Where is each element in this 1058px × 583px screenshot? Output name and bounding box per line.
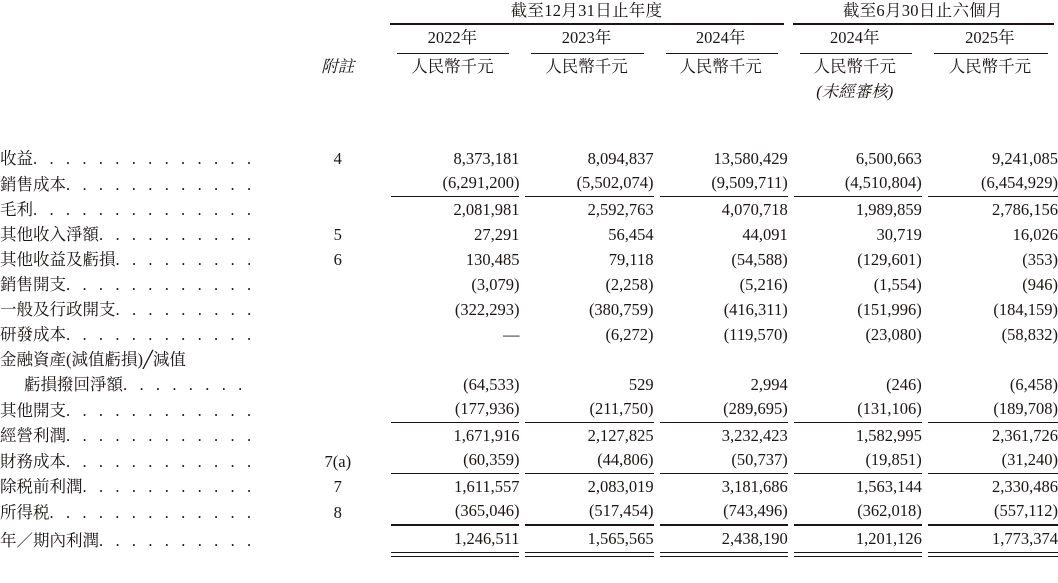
row-label — [0, 146, 290, 171]
cell-value — [519, 171, 653, 197]
cell-value: 130,485 — [465, 250, 520, 269]
cell-value: 30,719 — [876, 225, 922, 244]
cell-value: 44,091 — [742, 225, 788, 244]
col-currency-2023: 人民幣千元 — [545, 57, 628, 76]
cell-value-text: (4,510,804) — [794, 171, 922, 197]
row-label-text: 一般及行政開支 — [0, 300, 116, 319]
cell-value — [654, 347, 788, 372]
row-label-text: 經營利潤 — [0, 426, 66, 445]
row-label — [0, 222, 290, 247]
table-row — [0, 222, 1058, 247]
row-label — [0, 423, 290, 448]
cell-value-text: (5,502,074) — [525, 171, 653, 197]
row-label-text: 毛利 — [0, 200, 33, 219]
cell-value: 1,563,144 — [855, 477, 922, 496]
audit-note-2024 — [654, 79, 788, 104]
cell-value-text: (19,851) — [794, 448, 922, 474]
row-label — [0, 372, 290, 397]
leader-dots: . . . . . . . . . — [115, 250, 256, 269]
cell-value: (3,079) — [471, 275, 520, 294]
row-label-text: 其他開支 — [0, 401, 66, 420]
row-label-text: 財務成本 — [0, 452, 66, 471]
cell-value-text: (131,106) — [794, 397, 922, 423]
currency-blank-label — [0, 54, 290, 79]
leader-dots: . . . . . . . . . . . . — [66, 452, 256, 471]
cell-value-text: (177,936) — [391, 397, 519, 423]
cell-value — [519, 499, 653, 525]
cell-value: (353) — [1022, 250, 1058, 269]
header-body-spacer — [0, 104, 1058, 146]
table-row — [0, 474, 1058, 499]
cell-value: (6,272) — [605, 325, 654, 344]
row-note-ref — [290, 272, 385, 297]
row-label — [0, 322, 290, 347]
table-row — [0, 272, 1058, 297]
cell-value: (23,080) — [865, 325, 922, 344]
cell-value-text: (189,708) — [928, 397, 1058, 423]
cell-value: (64,533) — [463, 375, 520, 394]
cell-value — [385, 171, 519, 197]
cell-value: 2,330,486 — [992, 477, 1058, 496]
row-label-text: 收益 — [0, 149, 33, 168]
cell-value-text: 1,246,511 — [391, 525, 519, 553]
table-row — [0, 525, 1058, 553]
cell-value — [788, 347, 922, 372]
row-note-ref: 7 — [333, 477, 342, 496]
row-label-text: 其他收益及虧損 — [0, 250, 116, 269]
table-row — [0, 297, 1058, 322]
currency-header-row — [0, 54, 1058, 79]
row-note-ref — [290, 423, 385, 448]
audit-blank-note — [290, 79, 385, 104]
cell-value — [385, 448, 519, 474]
row-label — [0, 525, 290, 553]
row-label — [0, 448, 290, 474]
table-row — [0, 448, 1058, 474]
year-blank-note — [290, 25, 385, 50]
leader-dots: . . . . . . . . . . . . — [66, 175, 256, 194]
cell-value: 56,454 — [608, 225, 654, 244]
cell-value — [788, 171, 922, 197]
cell-value: (1,554) — [873, 275, 922, 294]
cell-value: (380,759) — [588, 300, 654, 319]
cell-value: (946) — [1022, 275, 1058, 294]
row-label-text: 年／期內利潤 — [0, 531, 99, 550]
note-column-header: 附註 — [321, 57, 355, 76]
cell-value — [385, 525, 519, 553]
cell-value: 1,671,916 — [453, 426, 520, 445]
leader-dots: . . . . . . . . . . — [99, 531, 256, 550]
cell-value: 6,500,663 — [855, 149, 922, 168]
col-year-2023: 2023年 — [561, 28, 612, 47]
cell-value: 79,118 — [608, 250, 654, 269]
row-note-ref — [290, 525, 385, 553]
table-row — [0, 347, 1058, 372]
row-label — [0, 397, 290, 423]
cell-value: 3,181,686 — [721, 477, 788, 496]
cell-value — [654, 448, 788, 474]
cell-value — [922, 448, 1058, 474]
cell-value: (416,311) — [723, 300, 788, 319]
table-row — [0, 397, 1058, 423]
cell-value-text: (6,291,200) — [391, 171, 519, 197]
cell-value — [922, 397, 1058, 423]
audit-note-2022 — [385, 79, 519, 104]
row-label-text: 除税前利潤 — [0, 477, 83, 496]
cell-value: — — [502, 325, 520, 344]
cell-value — [654, 171, 788, 197]
cell-value — [519, 448, 653, 474]
cell-value-text: (211,750) — [525, 397, 653, 423]
cell-value: 2,592,763 — [587, 200, 654, 219]
row-note-ref: 4 — [333, 149, 342, 168]
cell-value-text: (6,454,929) — [928, 171, 1058, 197]
cell-value: (129,601) — [857, 250, 922, 269]
table-row — [0, 322, 1058, 347]
cell-value-text: (517,454) — [525, 499, 653, 525]
cell-value-text: (365,046) — [391, 499, 519, 525]
row-note-ref — [290, 171, 385, 197]
cell-value — [922, 499, 1058, 525]
row-note-ref — [290, 372, 385, 397]
row-label-text: 所得税 — [0, 503, 50, 522]
table-row — [0, 423, 1058, 448]
cell-value-text: 1,201,126 — [794, 525, 922, 553]
cell-value-text: (289,695) — [660, 397, 788, 423]
row-note-ref: 7(a) — [324, 452, 352, 471]
leader-dots: . . . . . . . . — [123, 375, 247, 394]
row-label-text: 其他收入淨額 — [0, 225, 99, 244]
cell-value-text: (557,112) — [928, 499, 1058, 525]
leader-dots: . . . . . . . . . . . . — [66, 275, 256, 294]
cell-value: 529 — [628, 375, 654, 394]
col-year-2024: 2024年 — [695, 28, 746, 47]
cell-value: 1,989,859 — [855, 200, 922, 219]
cell-value: 2,083,019 — [587, 477, 654, 496]
group-title-row — [0, 0, 1058, 21]
cell-value — [385, 499, 519, 525]
table-body — [0, 146, 1058, 553]
audit-note-row — [0, 79, 1058, 104]
cell-value: 27,291 — [474, 225, 520, 244]
col-currency-2022: 人民幣千元 — [411, 57, 494, 76]
cell-value: 3,232,423 — [721, 426, 788, 445]
audit-note-2023 — [519, 79, 653, 104]
cell-value-text: (44,806) — [525, 448, 653, 474]
row-note-ref — [290, 197, 385, 222]
cell-value: (322,293) — [454, 300, 520, 319]
cell-value-text: 1,565,565 — [525, 525, 653, 553]
row-note-ref: 8 — [333, 503, 342, 522]
leader-dots: . . . . . . . . . . . — [82, 477, 256, 496]
cell-value-text: (50,737) — [660, 448, 788, 474]
cell-value: 2,994 — [750, 375, 788, 394]
cell-value: (184,159) — [993, 300, 1058, 319]
row-label-text: 虧損撥回淨額 — [24, 375, 123, 394]
group-header-years: 截至12月31日止年度 — [510, 1, 663, 20]
cell-value — [385, 397, 519, 423]
leader-dots: . . . . . . . . . . . . . — [49, 503, 256, 522]
cell-value: 2,081,981 — [453, 200, 520, 219]
cell-value: 2,127,825 — [587, 426, 654, 445]
cell-value: 16,026 — [1012, 225, 1058, 244]
cell-value — [922, 525, 1058, 553]
row-note-ref — [290, 347, 385, 372]
leader-dots: . . . . . . . . . . . . — [66, 426, 256, 445]
cell-value: (58,832) — [1001, 325, 1058, 344]
table-row — [0, 499, 1058, 525]
col-currency-2024-half: 人民幣千元 — [813, 57, 896, 76]
cell-value — [519, 347, 653, 372]
row-note-ref — [290, 322, 385, 347]
cell-value-text: (31,240) — [928, 448, 1058, 474]
cell-value: 9,241,085 — [992, 149, 1058, 168]
audit-note-2025-half — [922, 79, 1058, 104]
cell-value: (5,216) — [739, 275, 788, 294]
row-label — [0, 171, 290, 197]
row-label — [0, 297, 290, 322]
table-header — [0, 0, 1058, 146]
leader-dots: . . . . . . . . . . . . — [66, 325, 256, 344]
cell-value — [788, 525, 922, 553]
cell-value: 2,361,726 — [992, 426, 1058, 445]
leader-dots: . . . . . . . . . . . . . . — [33, 200, 256, 219]
group-header-half-year: 截至6月30日止六個月 — [842, 1, 1003, 20]
cell-value-text: 1,773,374 — [928, 525, 1058, 553]
row-label — [0, 347, 290, 372]
table-row — [0, 247, 1058, 272]
row-label-text: 銷售開支 — [0, 275, 66, 294]
col-year-2025-half: 2025年 — [965, 28, 1015, 47]
table-row — [0, 146, 1058, 171]
col-year-2022: 2022年 — [427, 28, 478, 47]
cell-value: (6,458) — [1009, 375, 1058, 394]
cell-value — [788, 448, 922, 474]
cell-value — [519, 397, 653, 423]
table-row — [0, 197, 1058, 222]
cell-value: 4,070,718 — [721, 200, 788, 219]
cell-value-text: (362,018) — [794, 499, 922, 525]
audit-blank-label — [0, 79, 290, 104]
table-row — [0, 372, 1058, 397]
cell-value — [788, 397, 922, 423]
cell-value: (119,570) — [723, 325, 788, 344]
cell-value — [654, 499, 788, 525]
row-label — [0, 499, 290, 525]
row-note-ref: 6 — [333, 250, 342, 269]
header-blank-note — [290, 0, 385, 21]
cell-value: (246) — [886, 375, 922, 394]
row-label — [0, 474, 290, 499]
cell-value: 13,580,429 — [713, 149, 788, 168]
leader-dots: . . . . . . . . . . — [99, 225, 256, 244]
leader-dots: . . . . . . . . . — [115, 300, 256, 319]
cell-value-text: (60,359) — [391, 448, 519, 474]
cell-value-text: (743,496) — [660, 499, 788, 525]
table-row — [0, 171, 1058, 197]
row-note-ref — [290, 297, 385, 322]
cell-value: 8,373,181 — [453, 149, 520, 168]
row-note-ref — [290, 397, 385, 423]
row-label-text: 金融資產(減值虧損)╱減值 — [0, 350, 186, 369]
row-label — [0, 247, 290, 272]
row-label — [0, 272, 290, 297]
cell-value: 1,611,557 — [454, 477, 520, 496]
row-note-ref: 5 — [333, 225, 342, 244]
year-blank-label — [0, 25, 290, 50]
col-year-2024-half: 2024年 — [830, 28, 880, 47]
cell-value: 2,786,156 — [992, 200, 1058, 219]
row-label-text: 銷售成本 — [0, 175, 66, 194]
cell-value — [922, 171, 1058, 197]
cell-value: 1,582,995 — [855, 426, 922, 445]
cell-value — [654, 397, 788, 423]
cell-value — [385, 347, 519, 372]
spacer-cell — [0, 104, 1058, 146]
cell-value: (54,588) — [731, 250, 788, 269]
cell-value: (2,258) — [605, 275, 654, 294]
col-currency-2024: 人民幣千元 — [679, 57, 762, 76]
col-currency-2025-half: 人民幣千元 — [948, 57, 1032, 76]
cell-value-text: 2,438,190 — [660, 525, 788, 553]
cell-value: 8,094,837 — [587, 149, 654, 168]
leader-dots: . . . . . . . . . . . . — [66, 401, 256, 420]
year-header-row — [0, 25, 1058, 50]
cell-value: (151,996) — [857, 300, 922, 319]
cell-value-text: (9,509,711) — [660, 171, 788, 197]
row-label-text: 研發成本 — [0, 325, 66, 344]
header-blank-label — [0, 0, 290, 21]
row-label — [0, 197, 290, 222]
cell-value — [654, 525, 788, 553]
leader-dots: . . . . . . . . . . . . . . — [33, 149, 256, 168]
cell-value — [922, 347, 1058, 372]
audit-note-2024-half: (未經審核) — [816, 82, 894, 101]
cell-value — [519, 525, 653, 553]
cell-value — [788, 499, 922, 525]
